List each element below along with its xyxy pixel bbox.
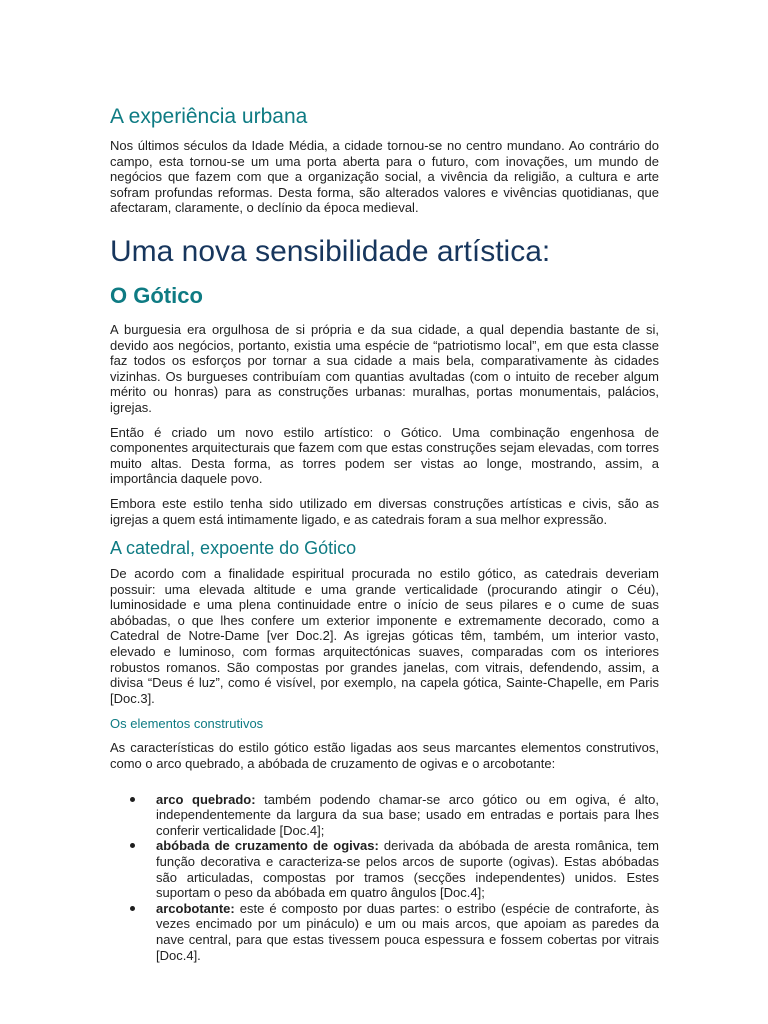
paragraph-cathedral: De acordo com a finalidade espiritual procurada no estilo gótico, as catedrais deveriam possuir: uma elevada altitude e uma grande verticalidade (procurando atingir o Céu), luminosidade e uma plena continuidade entre o início de seus pilares e o cume de suas abóbadas, o que lhes confere um exterior imponente e extremamente decorado, como a Catedral de Notre-Dame [ver Doc.2]. As igrejas góticas têm, também, um interior vasto, elevado e luminoso, com formas arquitectónicas suaves, comparadas com os interiores robustos romanos. São compostas por grandes janelas, com vitrais, defendendo, assim, a divisa “Deus é luz”, como é visível, por exemplo, na capela gótica, Sainte-Chapelle, em Paris [Doc.3].	[110, 566, 659, 706]
term-rib-vault: abóbada de cruzamento de ogivas:	[156, 838, 379, 854]
bullet-icon	[130, 843, 135, 848]
heading-construction-elements: Os elementos construtivos	[110, 716, 264, 732]
heading-gothic: O Gótico	[110, 282, 203, 308]
text-rib-vault: derivada da abóbada de aresta românica, tem função decorativa e caracteriza-se pelos arcos de suporte (ogivas). Estas abóbadas são articuladas, compostas por tramos (secções independentes) unidos. Estes suportam o peso da abóbada em quatro ângulos [Doc.4];	[156, 838, 659, 901]
construction-elements-list	[110, 792, 659, 964]
paragraph-gothic-3: Embora este estilo tenha sido utilizado em diversas construções artísticas e civis, são as igrejas a quem está intimamente ligado, e as catedrais foram a sua melhor expressão.	[110, 495, 659, 527]
text-flying-buttress: este é composto por duas partes: o estribo (espécie de contraforte, às vezes encimado por um pináculo) e um ou mais arcos, que apoiam as paredes da nave central, para que estas tivessem pouca espessura e fossem cobertas por vitrais [Doc.4].	[156, 900, 659, 963]
bullet-icon	[130, 797, 135, 802]
heading-urban-experience: A experiência urbana	[110, 105, 308, 128]
heading-new-artistic-sensibility: Uma nova sensibilidade artística:	[110, 234, 551, 268]
bullet-icon	[130, 906, 135, 911]
list-item-rib-vault	[110, 838, 659, 900]
document-content	[110, 103, 659, 963]
heading-cathedral: A catedral, expoente do Gótico	[110, 538, 357, 559]
text-pointed-arch: também podendo chamar-se arco gótico ou em ogiva, é alto, independentemente da largura da sua base; usado em entradas e portais para lhes conferir verticalidade [Doc.4];	[156, 791, 659, 838]
paragraph-elements-intro: As características do estilo gótico estão ligadas aos seus marcantes elementos construtivos, como o arco quebrado, a abóbada de cruzamento de ogivas e o arcobotante:	[110, 740, 659, 772]
paragraph-urban: Nos últimos séculos da Idade Média, a cidade tornou-se no centro mundano. Ao contrário do campo, esta tornou-se um uma porta aberta para o futuro, com inovações, um mundo de negócios que fazem com que a organização social, a vivência da religião, a cultura e arte sofram profundas reformas. Desta forma, são alterados valores e vivências quotidianas, que afectaram, claramente, o declínio da época medieval.	[110, 138, 659, 216]
paragraph-gothic-1: A burguesia era orgulhosa de si própria e da sua cidade, a qual dependia bastante de si, devido aos negócios, portanto, existia uma espécie de “patriotismo local”, em que esta classe faz todos os esforços por tornar a sua cidade a mais bela, comparativamente às cidades vizinhas. Os burgueses contribuíam com quantias avultadas (com o intuito de receber algum mérito ou honras) para as construções urbanas: muralhas, portas monumentais, palácios, igrejas.	[110, 321, 659, 415]
list-item-flying-buttress	[110, 901, 659, 963]
paragraph-gothic-2: Então é criado um novo estilo artístico: o Gótico. Uma combinação engenhosa de componentes arquitecturais que fazem com que estas construções sejam elevadas, com torres muito altas. Desta forma, as torres podem ser vistas ao longe, mostrando, assim, a importância daquele povo.	[110, 424, 659, 487]
term-flying-buttress: arcobotante:	[156, 900, 235, 916]
list-item-pointed-arch	[110, 792, 659, 839]
term-pointed-arch: arco quebrado:	[156, 791, 256, 807]
